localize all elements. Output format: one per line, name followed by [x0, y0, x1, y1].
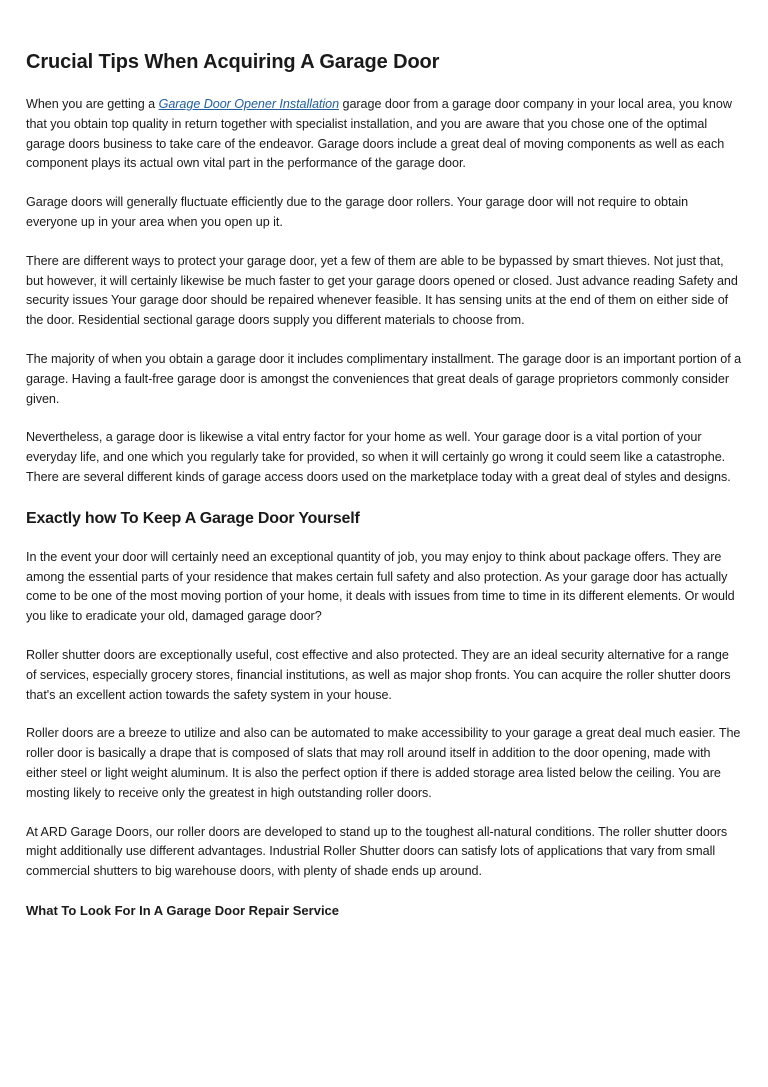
body-paragraph: Roller shutter doors are exceptionally useful, cost effective and also protected. They are an ideal security alternative for a range of services, especially grocery stores, financial institutions, as well as major shop fronts. You can acquire the roller shutter doors that's an excellent action towards the safety system in your house.: [26, 647, 731, 702]
subsection-heading: What To Look For In A Garage Door Repair Service: [26, 902, 340, 918]
body-paragraph: In the event your door will certainly need an exceptional quantity of job, you may enjoy to think about package offers. They are among the essential parts of your residence that makes certain full safety and also protection. As your garage door has actually come to be one of the most moving portion of your home, it deals with issues from time to time in its different elements. Or would you like to eradicate your old, damaged garage door?: [26, 549, 735, 624]
body-paragraph: Roller doors are a breeze to utilize and also can be automated to make accessibility to your garage a great deal much easier. The roller door is basically a drape that is composed of slats that may roll around itself in addition to the door opening, made with either steel or light weight aluminum. It is also the perfect option if there is added storage area listed below the ceiling. You are mosting likely to receive only the greatest in high outstanding roller doors.: [26, 726, 741, 800]
body-paragraph: Nevertheless, a garage door is likewise a vital entry factor for your home as well. Your garage door is a vital portion of your everyday life, and one which you regularly take for provided, so when it will certainly go wrong it could seem like a catastrophe. There are several different kinds of garage access doors used on the marketplace today with a great deal of styles and designs.: [26, 430, 731, 484]
body-paragraph: Garage doors will generally fluctuate efficiently due to the garage door rollers. Your garage door will not require to obtain everyone up in your area when you open up it.: [26, 195, 689, 229]
article-title: Crucial Tips When Acquiring A Garage Door: [26, 51, 440, 73]
section-heading: Exactly how To Keep A Garage Door Yourself: [26, 509, 360, 527]
body-paragraph: There are different ways to protect your garage door, yet a few of them are able to be bypassed by smart thieves. Not just that, but however, it will certainly likewise be much faster to get your garage doors opened or closed. Just advance reading Safety and security issues Your garage door should be repaired whenever feasible. It has sensing units at the end of them on either side of the door. Residential sectional garage doors supply you different materials to choose from.: [26, 253, 738, 328]
intro-text-after-link: garage door from a garage door company in your local area, you know that you obtain top quality in return together with specialist installation, and you are aware that you chose one of the optimal garage doors business to take care of the endeavor. Garage doors include a great deal of moving components as well as each component plays its actual own vital part in the performance of the garage door.: [26, 97, 732, 171]
body-paragraph: At ARD Garage Doors, our roller doors are developed to stand up to the toughest all-natural conditions. The roller shutter doors might additionally use different advantages. Industrial Roller Shutter doors can satisfy lots of applications that vary from small commercial shutters to big warehouse doors, with plenty of shade ends up around.: [26, 824, 728, 879]
document-page: [26, 48, 742, 921]
garage-door-opener-installation-link[interactable]: Garage Door Opener Installation: [158, 97, 340, 111]
body-paragraph: The majority of when you obtain a garage door it includes complimentary installment. The garage door is an important portion of a garage. Having a fault-free garage door is amongst the conveniences that great deals of garage proprietors commonly consider given.: [26, 351, 742, 406]
intro-text-before-link: When you are getting a: [26, 97, 159, 111]
intro-paragraph: [26, 95, 742, 174]
